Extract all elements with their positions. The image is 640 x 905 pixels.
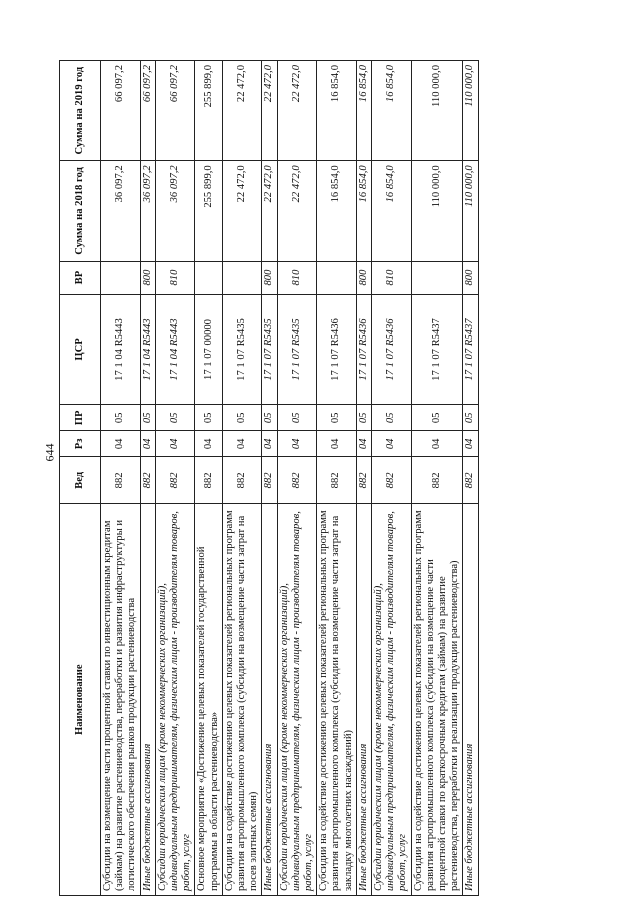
cell-pr: 05 (372, 405, 412, 431)
header-ved: Вед (60, 457, 101, 504)
cell-name: Иные бюджетные ассигнования (463, 504, 478, 896)
cell-csr: 17 1 07 R5437 (411, 294, 463, 405)
table-row (356, 61, 371, 896)
header-name: Наименование (60, 504, 101, 896)
table-row (155, 61, 195, 896)
cell-name: Субсидии юридическим лицам (кроме некоммерческих организаций), индивидуальным предпринимателям, физическим лицам - производителям товаров, работ, услуг (155, 504, 195, 896)
cell-ved: 882 (140, 457, 155, 504)
cell-rz: 04 (155, 431, 195, 457)
cell-vr: 800 (262, 261, 277, 294)
cell-csr: 17 1 07 R5436 (372, 294, 412, 405)
cell-csr: 17 1 07 R5436 (317, 294, 357, 405)
cell-sum-2018: 255 899,0 (195, 161, 222, 261)
cell-name: Субсидии на содействие достижению целевых показателей региональных программ развития агропромышленного комплекса (субсидии на возмещение части процентной ставки по краткосрочным кредитам (займам) на развитие растениеводства, переработки и реализации продукции растениеводства) (411, 504, 463, 896)
cell-sum-2018: 110 000,0 (411, 161, 463, 261)
cell-sum-2019: 16 854,0 (372, 61, 412, 161)
cell-csr: 17 1 04 R5443 (140, 294, 155, 405)
cell-sum-2019: 22 472,0 (222, 61, 262, 161)
cell-ved: 882 (222, 457, 262, 504)
header-csr: ЦСР (60, 294, 101, 405)
cell-vr: 810 (277, 261, 317, 294)
cell-sum-2018: 16 854,0 (356, 161, 371, 261)
cell-rz: 04 (411, 431, 463, 457)
cell-sum-2018: 36 097,2 (140, 161, 155, 261)
cell-name: Иные бюджетные ассигнования (140, 504, 155, 896)
cell-rz: 04 (277, 431, 317, 457)
cell-vr (195, 261, 222, 294)
cell-sum-2018: 22 472,0 (222, 161, 262, 261)
cell-rz: 04 (372, 431, 412, 457)
table-header-row (60, 61, 101, 896)
header-pr: ПР (60, 405, 101, 431)
cell-ved: 882 (195, 457, 222, 504)
cell-csr: 17 1 07 R5435 (222, 294, 262, 405)
cell-vr (317, 261, 357, 294)
cell-pr: 05 (101, 405, 141, 431)
cell-pr: 05 (463, 405, 478, 431)
cell-sum-2019: 66 097,2 (101, 61, 141, 161)
cell-name: Иные бюджетные ассигнования (356, 504, 371, 896)
cell-csr: 17 1 07 R5436 (356, 294, 371, 405)
cell-rz: 04 (140, 431, 155, 457)
cell-name: Иные бюджетные ассигнования (262, 504, 277, 896)
table-row (222, 61, 262, 896)
cell-sum-2019: 16 854,0 (356, 61, 371, 161)
cell-rz: 04 (463, 431, 478, 457)
budget-table-container (59, 60, 547, 896)
budget-table (59, 60, 479, 896)
cell-ved: 882 (356, 457, 371, 504)
cell-ved: 882 (463, 457, 478, 504)
cell-sum-2019: 66 097,2 (140, 61, 155, 161)
table-row (195, 61, 222, 896)
table-row (463, 61, 478, 896)
cell-rz: 04 (222, 431, 262, 457)
cell-name: Субсидии юридическим лицам (кроме некоммерческих организаций), индивидуальным предпринимателям, физическим лицам - производителям товаров, работ, услуг (277, 504, 317, 896)
cell-vr: 800 (140, 261, 155, 294)
cell-pr: 05 (277, 405, 317, 431)
cell-sum-2018: 110 000,0 (463, 161, 478, 261)
cell-pr: 05 (356, 405, 371, 431)
header-sum-2018: Сумма на 2018 год (60, 161, 101, 261)
cell-pr: 05 (411, 405, 463, 431)
cell-vr (222, 261, 262, 294)
cell-name: Основное мероприятие «Достижение целевых показателей государственной программы в области растениеводства» (195, 504, 222, 896)
cell-sum-2018: 22 472,0 (262, 161, 277, 261)
table-row (277, 61, 317, 896)
cell-sum-2019: 22 472,0 (277, 61, 317, 161)
table-row (372, 61, 412, 896)
cell-pr: 05 (140, 405, 155, 431)
cell-csr: 17 1 07 R5437 (463, 294, 478, 405)
cell-ved: 882 (372, 457, 412, 504)
cell-sum-2019: 255 899,0 (195, 61, 222, 161)
cell-ved: 882 (101, 457, 141, 504)
cell-vr (101, 261, 141, 294)
cell-name: Субсидии на содействие достижению целевых показателей региональных программ развития агропромышленного комплекса (субсидии на возмещение части затрат на посев элитных семян) (222, 504, 262, 896)
cell-rz: 04 (262, 431, 277, 457)
cell-pr: 05 (262, 405, 277, 431)
cell-rz: 04 (356, 431, 371, 457)
cell-pr: 05 (317, 405, 357, 431)
cell-pr: 05 (222, 405, 262, 431)
cell-vr: 810 (372, 261, 412, 294)
cell-ved: 882 (411, 457, 463, 504)
cell-sum-2019: 16 854,0 (317, 61, 357, 161)
cell-rz: 04 (317, 431, 357, 457)
table-row (262, 61, 277, 896)
cell-ved: 882 (317, 457, 357, 504)
cell-pr: 05 (155, 405, 195, 431)
header-vr: ВР (60, 261, 101, 294)
cell-csr: 17 1 07 R5435 (262, 294, 277, 405)
cell-vr: 800 (356, 261, 371, 294)
cell-csr: 17 1 07 R5435 (277, 294, 317, 405)
cell-name: Субсидии на содействие достижению целевых показателей региональных программ развития агропромышленного комплекса (субсидии на возмещение части затрат на закладку многолетних насаждений) (317, 504, 357, 896)
cell-csr: 17 1 04 R5443 (101, 294, 141, 405)
cell-vr: 800 (463, 261, 478, 294)
header-rz: Рз (60, 431, 101, 457)
cell-ved: 882 (277, 457, 317, 504)
table-row (101, 61, 141, 896)
cell-ved: 882 (155, 457, 195, 504)
cell-name: Субсидии на возмещение части процентной ставки по инвестиционным кредитам (займам) на развитие растениеводства, переработки и развития инфраструктуры и логистического обеспечения рынков продукции растениеводства (101, 504, 141, 896)
table-row (411, 61, 463, 896)
cell-sum-2018: 36 097,2 (155, 161, 195, 261)
table-row (317, 61, 357, 896)
cell-vr: 810 (155, 261, 195, 294)
cell-sum-2019: 110 000,0 (463, 61, 478, 161)
cell-sum-2019: 22 472,0 (262, 61, 277, 161)
cell-sum-2018: 22 472,0 (277, 161, 317, 261)
cell-sum-2019: 110 000,0 (411, 61, 463, 161)
cell-sum-2018: 36 097,2 (101, 161, 141, 261)
cell-name: Субсидии юридическим лицам (кроме некоммерческих организаций), индивидуальным предпринимателям, физическим лицам - производителям товаров, работ, услуг (372, 504, 412, 896)
cell-csr: 17 1 07 00000 (195, 294, 222, 405)
cell-sum-2019: 66 097,2 (155, 61, 195, 161)
page-number: 644 (42, 443, 57, 462)
cell-vr (411, 261, 463, 294)
table-row (140, 61, 155, 896)
cell-rz: 04 (101, 431, 141, 457)
cell-pr: 05 (195, 405, 222, 431)
cell-sum-2018: 16 854,0 (372, 161, 412, 261)
cell-csr: 17 1 04 R5443 (155, 294, 195, 405)
cell-ved: 882 (262, 457, 277, 504)
cell-sum-2018: 16 854,0 (317, 161, 357, 261)
header-sum-2019: Сумма на 2019 год (60, 61, 101, 161)
cell-rz: 04 (195, 431, 222, 457)
